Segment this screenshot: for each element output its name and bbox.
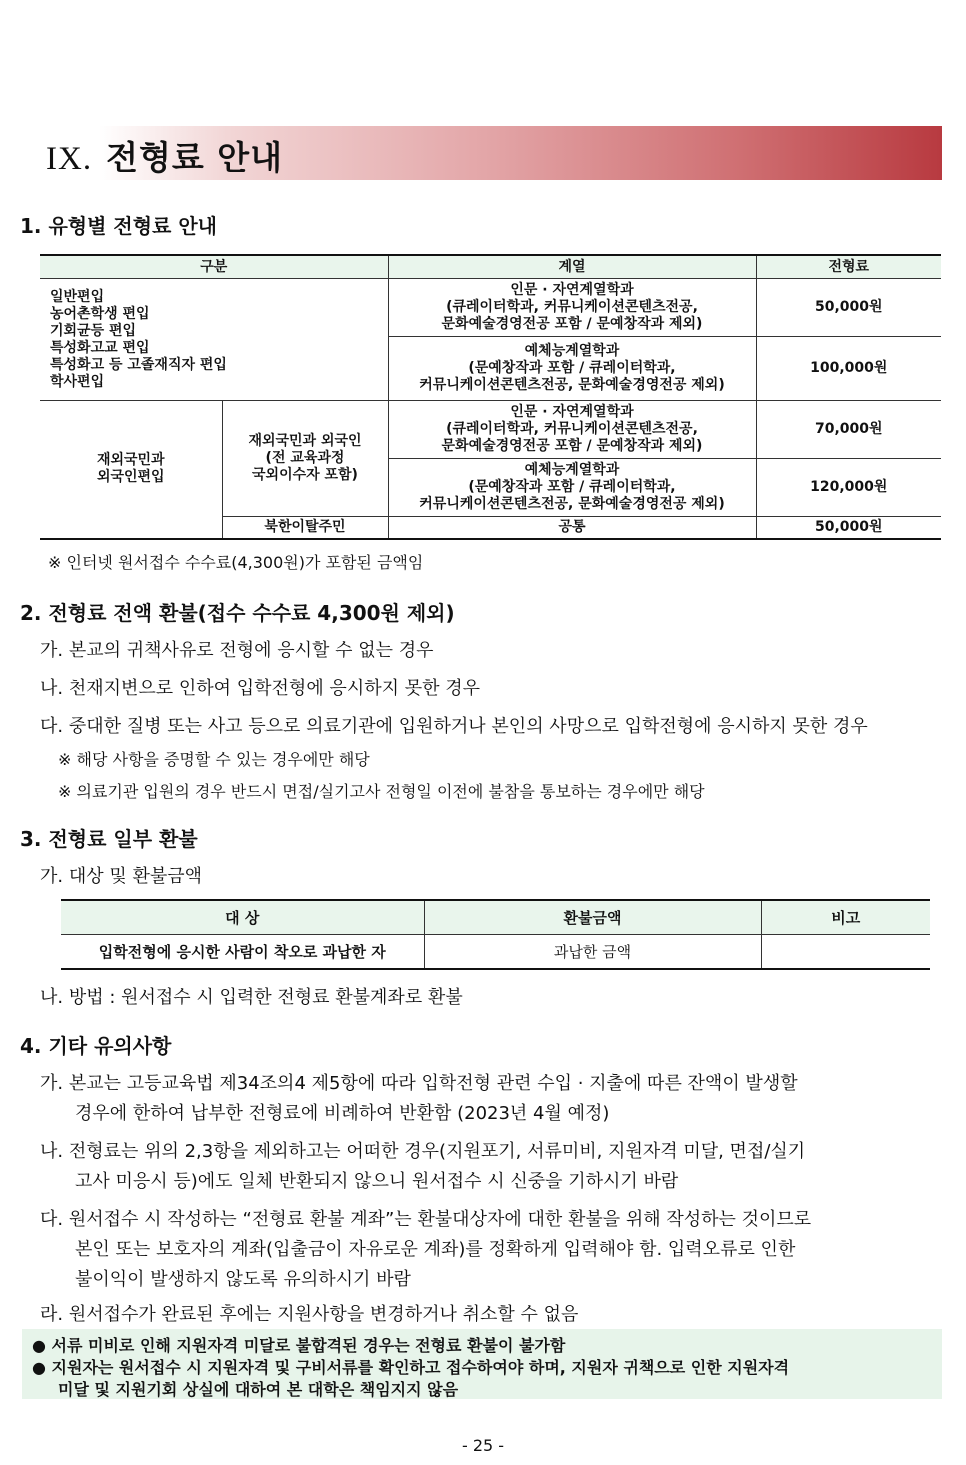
partial-refund-table — [61, 899, 930, 970]
field-line: 예체능계열학과 — [524, 462, 620, 478]
fee-value: 50,000원 — [756, 517, 941, 539]
other-note-line: 불이익이 발생하지 않도록 유의하시기 바람 — [75, 1269, 411, 1290]
section-title — [46, 132, 283, 179]
notice-line: ● 서류 미비로 인해 지원자격 미달로 불합격된 경우는 전형료 환불이 불가함 — [32, 1336, 566, 1355]
field-arts-cell — [388, 337, 756, 401]
partial-header-target: 대 상 — [61, 900, 424, 935]
sub-line: (전 교육과정 — [265, 450, 345, 466]
fee-value: 100,000원 — [756, 337, 941, 401]
foreign-group-cell — [40, 401, 222, 539]
foreign-sub-cell — [222, 401, 388, 517]
partial-header-amount: 환불금액 — [424, 900, 761, 935]
type-item: 학사편입 — [50, 373, 105, 390]
section-title-text: 전형료 안내 — [106, 138, 283, 177]
other-note-line: 나. 전형료는 위의 2,3항을 제외하고는 어떠한 경우(지원포기, 서류미비, 지원자격 미달, 면접/실기 — [40, 1141, 806, 1162]
fee-table — [40, 254, 941, 540]
field-arts-cell — [388, 459, 756, 517]
field-line: 문화예술경영전공 포함 / 문예창작과 제외) — [441, 316, 703, 332]
fee-value: 120,000원 — [756, 459, 941, 517]
fee-table-header-fee: 전형료 — [756, 255, 941, 279]
field-line: 예체능계열학과 — [524, 343, 620, 359]
fee-value: 50,000원 — [756, 279, 941, 337]
field-humanities-cell — [388, 279, 756, 337]
defector-cell: 북한이탈주민 — [222, 517, 388, 539]
group-line: 외국인편입 — [96, 469, 165, 486]
other-note-line: 라. 원서접수가 완료된 후에는 지원사항을 변경하거나 취소할 수 없음 — [40, 1304, 579, 1325]
field-line: 인문 · 자연계열학과 — [510, 404, 634, 420]
full-refund-note: ※ 해당 사항을 증명할 수 있는 경우에만 해당 — [58, 750, 370, 769]
heading-full-refund: 2. 전형료 전액 환불(접수 수수료 4,300원 제외) — [20, 601, 455, 625]
group-line: 재외국민과 — [96, 452, 165, 469]
field-line: 문화예술경영전공 포함 / 문예창작과 제외) — [441, 438, 703, 454]
fee-note: ※ 인터넷 원서접수 수수료(4,300원)가 포함된 금액임 — [48, 553, 424, 572]
full-refund-item: 가. 본교의 귀책사유로 전형에 응시할 수 없는 경우 — [40, 640, 434, 661]
common-field-cell: 공통 — [388, 517, 756, 539]
full-refund-item: 다. 중대한 질병 또는 사고 등으로 의료기관에 입원하거나 본인의 사망으로 입학전형에 응시하지 못한 경우 — [40, 716, 868, 737]
partial-refund-method: 나. 방법 : 원서접수 시 입력한 전형료 환불계좌로 환불 — [40, 987, 463, 1008]
page-number: - 25 - — [461, 1436, 505, 1455]
section-number: IX. — [46, 141, 93, 177]
partial-remark-cell — [761, 935, 930, 970]
fee-table-header-category: 구분 — [40, 255, 388, 279]
field-line: 인문 · 자연계열학과 — [510, 282, 634, 298]
type-item: 기회균등 편입 — [50, 322, 137, 339]
field-line: (큐레이터학과, 커뮤니케이션콘텐츠전공, — [446, 421, 698, 437]
field-line: (문예창작과 포함 / 큐레이터학과, — [468, 479, 676, 495]
other-note-line: 고사 미응시 등)에도 일체 반환되지 않으니 원서접수 시 신중을 기하시기 바람 — [75, 1171, 679, 1192]
field-line: (문예창작과 포함 / 큐레이터학과, — [468, 360, 676, 376]
fee-table-header-field: 계열 — [388, 255, 756, 279]
type-item: 특성화고 등 고졸재직자 편입 — [50, 356, 227, 373]
partial-header-remark: 비고 — [761, 900, 930, 935]
partial-target-cell: 입학전형에 응시한 사람이 착오로 과납한 자 — [61, 935, 424, 970]
type-item: 특성화고교 편입 — [50, 339, 150, 356]
field-humanities-cell — [388, 401, 756, 459]
field-line: 커뮤니케이션콘텐츠전공, 문화예술경영전공 제외) — [419, 377, 725, 393]
other-note-line: 경우에 한하여 납부한 전형료에 비례하여 반환함 (2023년 4월 예정) — [75, 1103, 610, 1124]
partial-amount-cell: 과납한 금액 — [424, 935, 761, 970]
type-item: 일반편입 — [50, 288, 105, 305]
heading-fee-by-type: 1. 유형별 전형료 안내 — [20, 214, 217, 238]
full-refund-item: 나. 천재지변으로 인하여 입학전형에 응시하지 못한 경우 — [40, 678, 480, 699]
other-note-line: 본인 또는 보호자의 계좌(입출금이 자유로운 계좌)를 정확하게 입력해야 함. 입력오류로 인한 — [75, 1239, 796, 1260]
notice-line: 미달 및 지원기회 상실에 대하여 본 대학은 책임지지 않음 — [58, 1380, 459, 1399]
other-note-line: 가. 본교는 고등교육법 제34조의4 제5항에 따라 입학전형 관련 수입 · 지출에 따른 잔액이 발생할 — [40, 1073, 798, 1094]
heading-partial-refund: 3. 전형료 일부 환불 — [20, 827, 198, 851]
fee-value: 70,000원 — [756, 401, 941, 459]
type-item: 농어촌학생 편입 — [50, 305, 150, 322]
partial-refund-item: 가. 대상 및 환불금액 — [40, 866, 202, 887]
notice-box — [22, 1329, 942, 1399]
notice-line: ● 지원자는 원서접수 시 지원자격 및 구비서류를 확인하고 접수하여야 하며, 지원자 귀책으로 인한 지원자격 — [32, 1358, 790, 1377]
other-note-line: 다. 원서접수 시 작성하는 “전형료 환불 계좌”는 환불대상자에 대한 환불을 위해 작성하는 것이므로 — [40, 1209, 812, 1230]
sub-line: 국외이수자 포함) — [252, 467, 358, 483]
field-line: (큐레이터학과, 커뮤니케이션콘텐츠전공, — [446, 299, 698, 315]
field-line: 커뮤니케이션콘텐츠전공, 문화예술경영전공 제외) — [419, 496, 725, 512]
full-refund-note: ※ 의료기관 입원의 경우 반드시 면접/실기고사 전형일 이전에 불참을 통보하는 경우에만 해당 — [58, 782, 705, 801]
general-types-cell — [40, 279, 388, 401]
sub-line: 재외국민과 외국인 — [248, 433, 362, 449]
heading-other-notes: 4. 기타 유의사항 — [20, 1034, 172, 1058]
